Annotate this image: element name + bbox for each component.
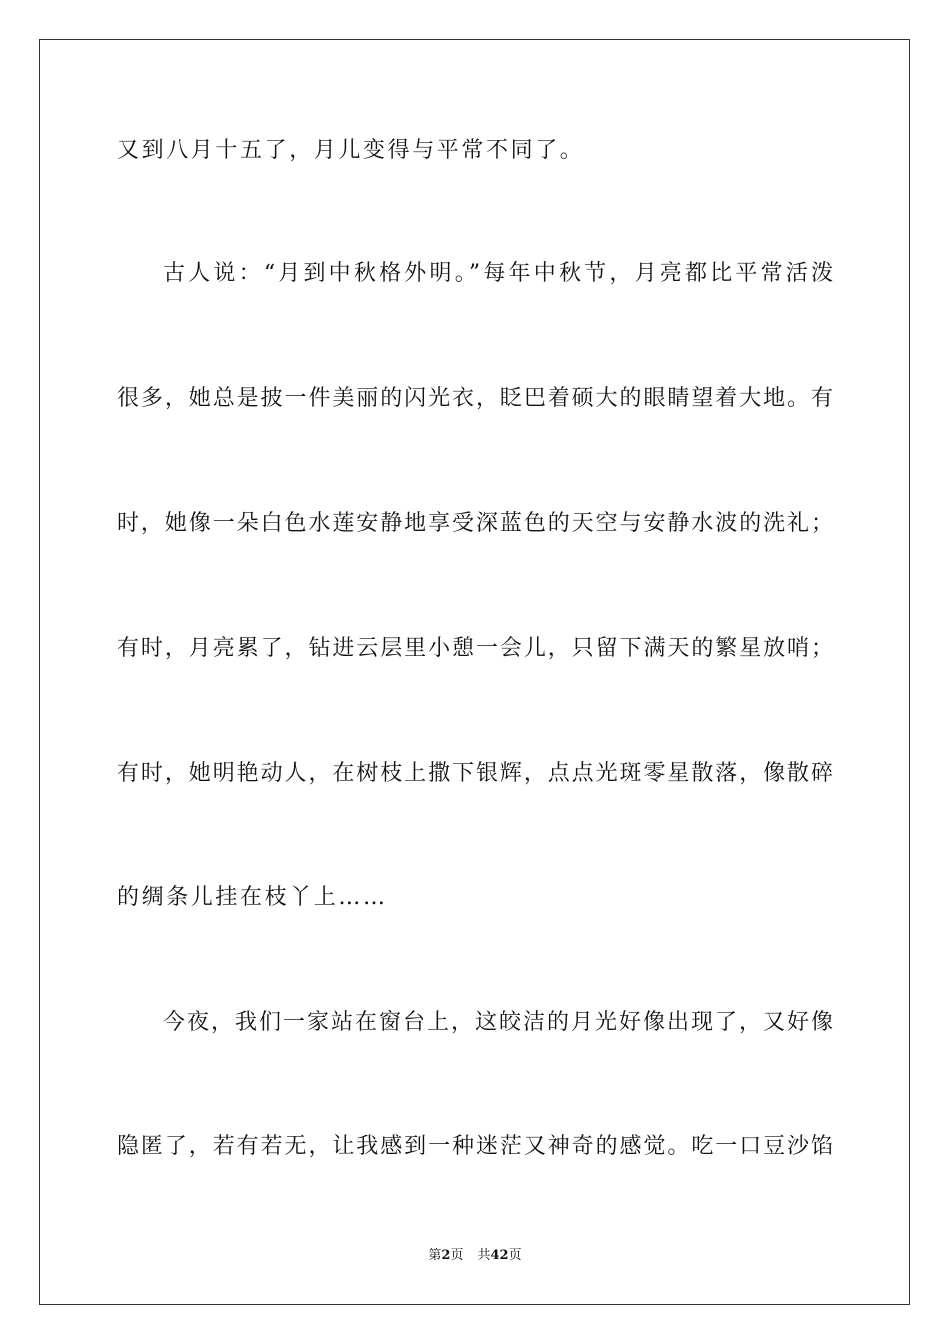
page-suffix: 页 [450,1248,464,1263]
text-line-3: 很多，她总是披一件美丽的闪光衣，眨巴着硕大的眼睛望着大地。有 [117,386,833,411]
total-suffix: 页 [508,1248,522,1263]
text-line-9: 隐匿了，若有若无，让我感到一种迷茫又神奇的感觉。吃一口豆沙馅 [117,1134,833,1159]
page-border [39,39,910,1305]
total-prefix: 共 [477,1248,491,1263]
text-line-7: 的绸条儿挂在枝丫上…… [117,885,388,910]
page-number: 2 [441,1248,451,1263]
page-prefix: 第 [428,1248,442,1263]
text-line-8: 今夜，我们一家站在窗台上，这皎洁的月光好像出现了，又好像 [163,1010,833,1035]
text-line-2: 古人说：“月到中秋格外明。”每年中秋节，月亮都比平常活泼 [163,261,833,286]
text-line-5: 有时，月亮累了，钻进云层里小憩一会儿，只留下满天的繁星放哨； [117,636,833,661]
text-line-1: 又到八月十五了，月儿变得与平常不同了。 [117,138,585,163]
page-footer [0,1248,950,1264]
total-pages: 42 [490,1248,509,1263]
text-line-4: 时，她像一朵白色水莲安静地享受深蓝色的天空与安静水波的洗礼； [117,511,833,536]
text-line-6: 有时，她明艳动人，在树枝上撒下银辉，点点光斑零星散落，像散碎 [117,761,833,786]
